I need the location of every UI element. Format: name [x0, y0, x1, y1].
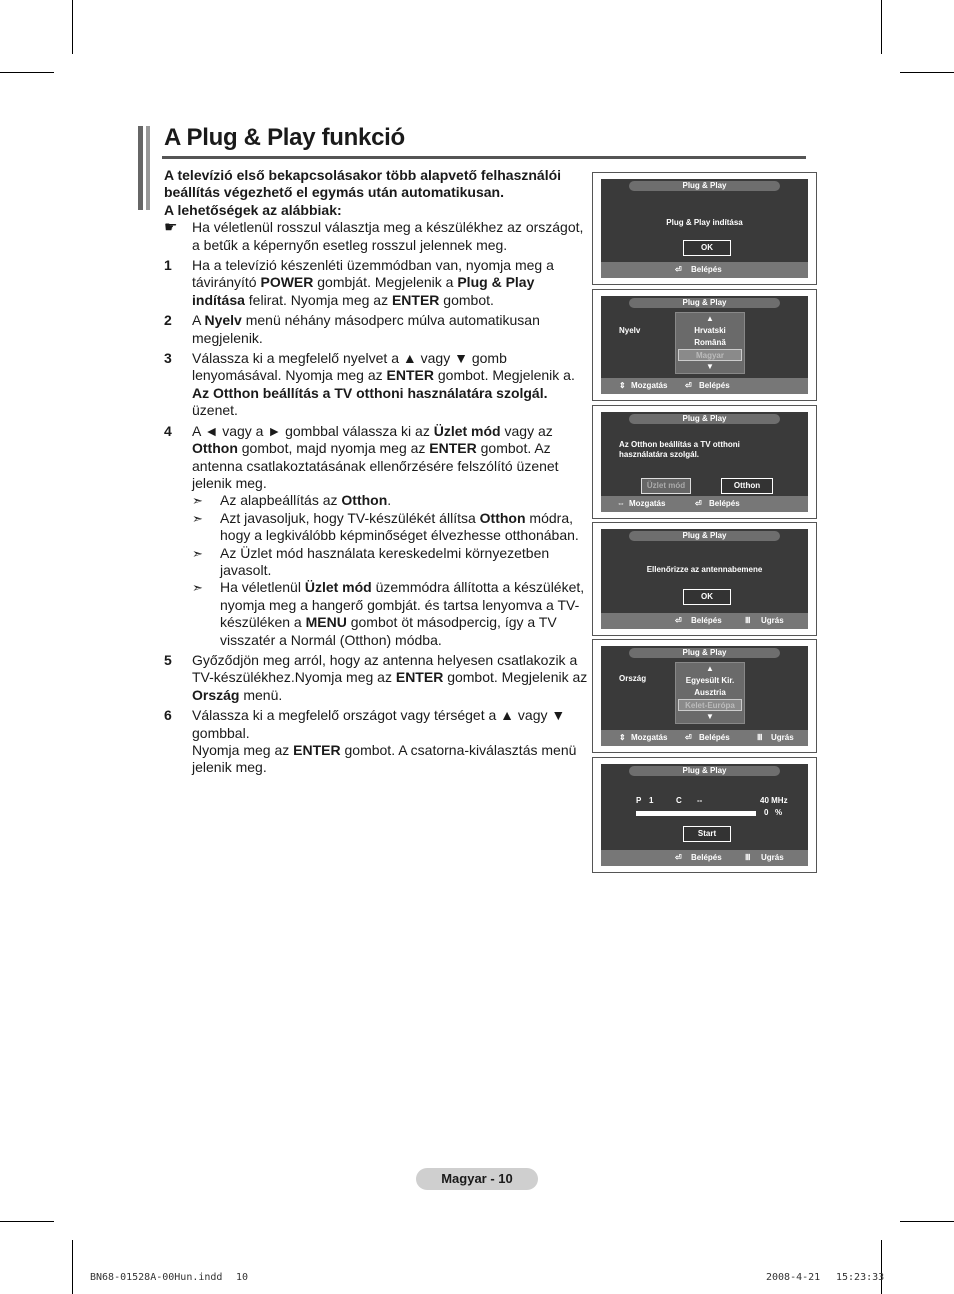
home-mode-button[interactable]: Otthon: [721, 478, 773, 494]
progress-percent: 0: [764, 808, 769, 817]
step-number: 6: [164, 707, 172, 724]
arrow-icon: ➣: [192, 545, 203, 561]
start-text: Plug & Play indítása: [666, 218, 743, 227]
skip-icon: Ⅲ: [745, 616, 751, 625]
up-arrow-icon[interactable]: ▲: [706, 664, 714, 673]
screen-channel-scan: [592, 757, 817, 873]
ok-button[interactable]: OK: [683, 240, 731, 256]
sub-note: ➣ Azt javasoljuk, hogy TV-készülékét állítsa Otthon módra, hogy a legkiválóbb képminőséget élvezhesse otthonában.: [192, 509, 579, 544]
step-6: 6 Válassza ki a megfelelő országot vagy térséget a ▲ vagy ▼ gombbal. Nyomja meg az ENTER gombot. A csatorna-kiválasztás menü jelenik meg.: [164, 707, 577, 776]
crop-mark: [72, 1240, 73, 1294]
crop-mark: [900, 1221, 954, 1222]
country-list[interactable]: [675, 662, 745, 724]
intro-line2: A lehetőségek az alábbiak:: [164, 201, 342, 218]
list-item-selected[interactable]: Magyar: [678, 349, 742, 361]
start-button[interactable]: Start: [683, 826, 731, 842]
crop-mark: [72, 0, 73, 54]
enter-icon: ⏎: [685, 381, 692, 390]
crop-mark: [900, 72, 954, 73]
up-down-icon: ⇕: [619, 381, 626, 390]
screen-header: Plug & Play: [629, 766, 780, 776]
title-decoration: [138, 126, 152, 210]
screen-plug-and-play-start: [592, 172, 817, 285]
step-number: 3: [164, 350, 172, 367]
step-number: 4: [164, 422, 172, 439]
enter-icon: ⏎: [685, 733, 692, 742]
channel-label: C: [676, 796, 682, 805]
program-label: P: [636, 796, 642, 805]
screen-header: Plug & Play: [629, 414, 780, 424]
screen-country: [592, 639, 817, 753]
enter-icon: ⏎: [695, 499, 702, 508]
screen-header: Plug & Play: [629, 648, 780, 658]
step-number: 5: [164, 651, 172, 668]
frequency: 40 MHz: [760, 796, 788, 805]
screen-language: [592, 289, 817, 401]
screen-footer: ⇔ Mozgatás ⏎ Belépés: [601, 496, 808, 512]
screen-header: Plug & Play: [629, 531, 780, 541]
crop-mark: [0, 72, 54, 73]
screen-footer: ⏎ Belépés: [601, 262, 808, 278]
crop-mark: [0, 1221, 54, 1222]
instructions: [164, 167, 589, 777]
list-item[interactable]: Română: [694, 338, 726, 347]
skip-icon: Ⅲ: [745, 853, 751, 862]
note-text: Ha véletlenül rosszul választja meg a készülékhez az országot, a betűk a képernyőn esetleg rosszul jelennek meg.: [192, 219, 584, 253]
print-date: 2008-4-21: [766, 1272, 821, 1283]
step-2: 2 A Nyelv menü néhány másodperc múlva automatikusan megjelenik.: [164, 312, 540, 346]
percent-sign: %: [775, 808, 783, 817]
arrow-icon: ➣: [192, 493, 203, 509]
language-list[interactable]: [675, 312, 745, 374]
print-page: 10: [236, 1272, 249, 1283]
down-arrow-icon[interactable]: ▼: [706, 362, 714, 371]
antenna-text: Ellenőrizze az antennabemene: [646, 565, 763, 574]
print-time: 15:23:33: [836, 1272, 885, 1283]
page-title: A Plug & Play funkció: [164, 124, 405, 151]
screen-header: Plug & Play: [629, 298, 780, 308]
scan-progress-bar: [636, 811, 756, 816]
screen-footer: ⇕ Mozgatás ⏎ Belépés: [601, 378, 808, 394]
sub-note: ➣ Az alapbeállítás az Otthon.: [192, 492, 392, 509]
intro: [164, 167, 589, 219]
list-item[interactable]: Hrvatski: [694, 326, 726, 335]
enter-icon: ⏎: [675, 616, 682, 625]
print-file: BN68-01528A-00Hun.indd: [90, 1272, 223, 1283]
enter-icon: ⏎: [675, 853, 682, 862]
program-number: 1: [649, 796, 654, 805]
channel-value: --: [697, 796, 703, 805]
left-right-icon: ⇔: [617, 499, 625, 508]
country-label: Ország: [619, 674, 647, 683]
screen-antenna-check: [592, 522, 817, 636]
pointing-hand-icon: ☛: [164, 219, 178, 237]
step-3: 3 Válassza ki a megfelelő nyelvet a ▲ vagy ▼ gomb lenyomásával. Nyomja meg az ENTER gombot. Megjelenik a. Az Otthon beállítás a TV otthoni használatára szolgál. üzenet.: [164, 350, 575, 419]
enter-icon: ⏎: [675, 265, 682, 274]
up-down-icon: ⇕: [619, 733, 626, 742]
crop-mark: [881, 0, 882, 54]
arrow-icon: ➣: [192, 510, 203, 526]
list-item[interactable]: Egyesült Kir.: [685, 676, 735, 685]
skip-icon: Ⅲ: [757, 733, 763, 742]
intro-line1: A televízió első bekapcsolásakor több alapvető felhasználói beállítás végezhető el egymás után automatikusan.: [164, 167, 562, 201]
ok-button[interactable]: OK: [683, 589, 731, 605]
arrow-icon: ➣: [192, 580, 203, 596]
screen-footer: ⇕ Mozgatás ⏎ Belépés Ⅲ Ugrás: [601, 730, 808, 746]
sub-note: ➣ Az Üzlet mód használata kereskedelmi környezetben javasolt.: [192, 544, 550, 578]
step-1: 1 Ha a televízió készenléti üzemmódban van, nyomja meg a távirányító POWER gombját. Megjelenik a Plug & Play indítása felirat. Nyomja meg az ENTER gombot.: [164, 257, 554, 308]
down-arrow-icon[interactable]: ▼: [706, 712, 714, 721]
step-number: 2: [164, 312, 172, 329]
screen-header: Plug & Play: [629, 181, 780, 191]
screen-home-mode: [592, 405, 817, 519]
message-line1: Az Otthon beállítás a TV otthoni: [619, 440, 740, 449]
step-5: 5 Győződjön meg arról, hogy az antenna helyesen csatlakozik a TV-készülékhez.Nyomja meg az ENTER gombot. Megjelenik az Ország menü.: [164, 651, 588, 703]
screen-footer: ⏎ Belépés Ⅲ Ugrás: [601, 613, 808, 629]
title-rule: [162, 156, 806, 159]
screen-footer: ⏎ Belépés Ⅲ Ugrás: [601, 850, 808, 866]
message-line2: használatára szolgál.: [619, 450, 700, 459]
crop-mark: [881, 1240, 882, 1294]
list-item[interactable]: Ausztria: [694, 688, 726, 697]
step-number: 1: [164, 257, 172, 274]
page-number-badge: Magyar - 10: [416, 1168, 538, 1190]
store-mode-button[interactable]: Üzlet mód: [641, 478, 691, 494]
up-arrow-icon[interactable]: ▲: [706, 314, 714, 323]
language-label: Nyelv: [619, 326, 641, 335]
step-4: 4 A ◄ vagy a ► gombbal válassza ki az Üzlet mód vagy az Otthon gombot, majd nyomja meg az ENTER gombot. Az antenna csatlakoztatásának ellenőrzésére felszólító üzenet jelenik meg. ➣ Az alapbeállítás az Otthon. ➣ Azt javasoljuk, hogy TV-készülékét állítsa Otthon módra, hogy a legkiválóbb képminőséget élvezhesse otthonában. ➣ Az Üzlet mód használata kereskedelmi környezetben javasolt. ➣ Ha véletlenül Üzlet mód üzemmódra állította a készüléket, nyomja meg a hangerő gombját. és tartsa lenyomva a TV-készüléken a MENU gombot öt másodpercig, így a TV visszatér a Normál (Otthon) módba.: [164, 423, 589, 649]
list-item-selected[interactable]: Kelet-Európa: [678, 699, 742, 711]
sub-note: ➣ Ha véletlenül Üzlet mód üzemmódra állította a készüléket, nyomja meg a hangerő gombját. és tartsa lenyomva a TV-készüléken a MENU gombot öt másodpercig, így a TV visszatér a Normál (Otthon) módba.: [192, 579, 585, 648]
note: [164, 219, 589, 254]
